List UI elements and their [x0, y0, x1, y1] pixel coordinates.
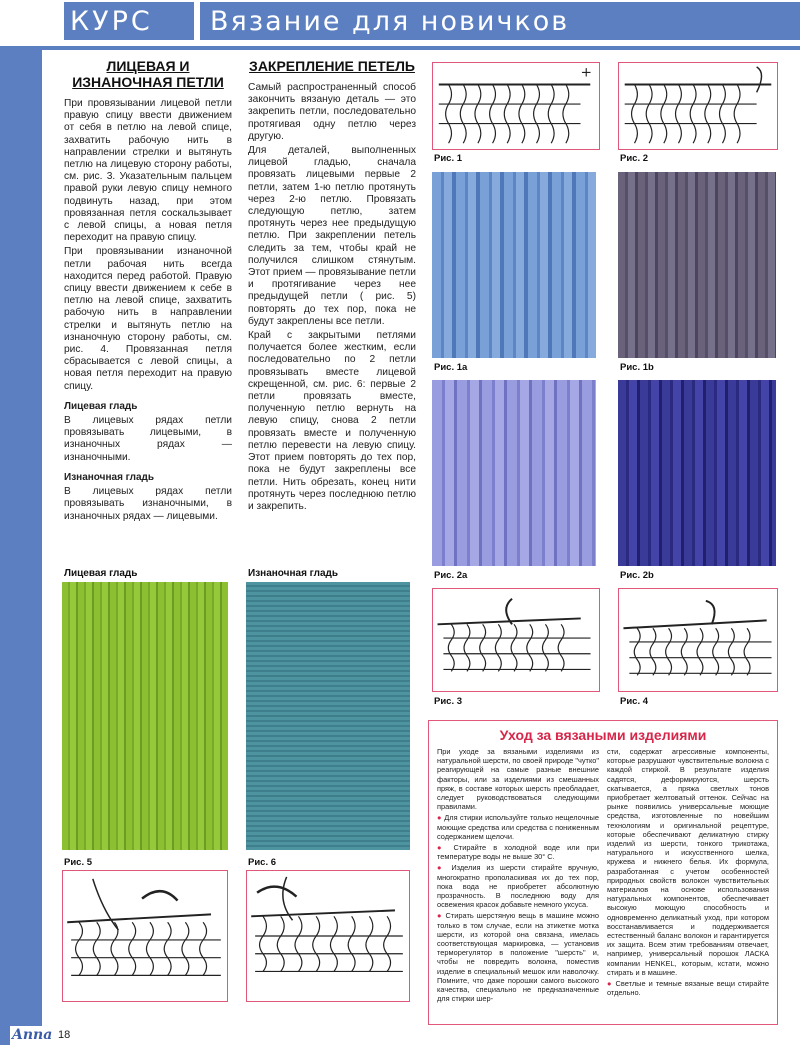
care-tip: [437, 863, 599, 909]
course-label: КУРС: [64, 2, 194, 40]
purl-stitch-illustration: [619, 589, 777, 691]
swatch-photo-2a: [432, 380, 596, 566]
header-rule: [42, 46, 800, 50]
care-tip-text: Стирать шерстяную вещь в машине можно только в том случае, если на этикетке мотка шерсти, из которой она связана, имелась соответствующая маркировка, — установив терморегулятор в положение "шерсть" и, чтобы не повредить волокна, поместив изделие в специальный мешок или наволочку. Помните, что даже порошки самого высокого качества, специально не предназначенные для стирки шер-: [437, 911, 599, 1004]
care-tip-text: Стирайте в холодной воде или при температуре воды не выше 30° С.: [437, 843, 599, 862]
firm-bind-off-illustration: [247, 871, 409, 1001]
reverse-stockinette-swatch-photo: [246, 582, 410, 850]
left-color-strip: [0, 46, 42, 1045]
needle-cast-on-illustration: [433, 63, 599, 149]
bind-off-firm-edge: Край с закрытыми петлями получается более жестким, если последовательно по 2 петли провязывать вместе лицевой скрещенной, см. рис. 6: первые 2 петли провязать вместе, полученную петлю вернуть на левую спицу, снова 2 петли провязать вместе и полученную петлю перевести на левую спицу. Этот прием повторять до тех пор, пока не будут закреплены все петли. Нить обрезать, конец нити протянуть через последнюю петлю и закрепить.: [248, 330, 416, 512]
care-tip: [437, 813, 599, 841]
care-tip-text: Для стирки используйте только нещелочные моющие средства или средства с пониженным содержанием щелочи.: [437, 813, 599, 841]
fig4-label: Рис. 4: [620, 696, 649, 707]
fig1a-label: Рис. 1a: [434, 362, 468, 373]
fig5-label: Рис. 5: [64, 857, 93, 868]
swatch-photo-2b: [618, 380, 776, 566]
svg-text:+: +: [580, 64, 592, 81]
care-tip: [607, 979, 769, 997]
care-tip-text: Светлые и темные вязаные вещи стирайте отдельно.: [607, 979, 769, 998]
diagram-fig5: [62, 870, 228, 1002]
stockinette-swatch-label: Лицевая гладь: [64, 568, 138, 579]
bullet-icon: ●: [437, 843, 454, 853]
care-continuation: сти, содержат агрессивные компоненты, которые разрушают чувствительные волокна с каждой стиркой. В результате изделия садятся, деформируются, шерсть скатывается, а пряжа светлых тонов приобретает желтоватый оттенок. Сейчас на рынке появились универсальные моющие средства, изготовленные по новейшим технологиям и оригинальной рецептуре, которые обеспечивают деликатную стирку изделий из шерсти, тонкого трикотажа, натурального и искусственного шелка, кружева и нижнего белья. Их формула, разработанная с учетом особенностей природных свойств волокон чувствительных материалов на основе использования натуральных компонентов, обеспечивает высокую моющую способность и одновременно деликатный уход, при котором восстанавливается и поддерживается естественный баланс волокон и гарантируется их защита. Всем этим требованиям отвечает, например, универсальный порошок ЛАСКА компании HENKEL, которым, кстати, можно стирать и в машине.: [607, 747, 769, 977]
fig3-label: Рис. 3: [434, 696, 463, 707]
care-column-right: [607, 747, 769, 1005]
page-footer: [0, 1026, 800, 1045]
bind-off-heading: ЗАКРЕПЛЕНИЕ ПЕТЕЛЬ: [249, 58, 415, 74]
knit-paragraph: При провязывании лицевой петли правую спицу ввести движением от себя в петлю на левой спице, захватить рабочую нить в направлении стрелки и вытянуть петлю на лицевую сторону работы, см. рис. 3. Указательным пальцем правой руки левую спицу немного подвинуть назад, при этом провязанная петля соскальзывает с левой спицы, а новая петля переходит на правую спицу.: [64, 98, 232, 244]
magazine-logo: Anna: [12, 1027, 53, 1043]
care-title: Уход за вязаными изделиями: [499, 727, 707, 743]
reverse-stockinette-text: В лицевых рядах петли провязывать изнаночными, в изнаночных рядах — лицевыми.: [64, 486, 232, 522]
bind-off-intro: Самый распространенный способ закончить вязаную деталь — это закрепить петли, последовательно протягивая одну петлю через другую.: [248, 82, 416, 142]
care-column-left: [437, 747, 599, 1005]
bullet-icon: ●: [437, 813, 445, 823]
fig1b-label: Рис. 1b: [620, 362, 654, 373]
bullet-icon: ●: [437, 863, 452, 873]
purl-paragraph: При провязывании изнаночной петли рабочая нить всегда находится перед работой. Правую спицу ввести движением к себе в петлю на левой спице, захватить рабочую нить в направлении стрелки и вытянуть петлю на изнаночную сторону работы, см. рис. 4. Провязанная петля сбрасывается с левой спицы, а новая петля переходит на правую спицу.: [64, 246, 232, 392]
fig2b-label: Рис. 2b: [620, 570, 654, 581]
page-header: [0, 0, 800, 44]
needle-cast-on-illustration-2: [619, 63, 777, 149]
stockinette-heading: Лицевая гладь: [64, 400, 138, 412]
care-tip-text: Изделия из шерсти стирайте вручную, многократно прополаскивая их до тех пор, пока вода не приобретет абсолютную прозрачность. В последнюю воду для освежения красок добавьте немного уксуса.: [437, 863, 599, 910]
swatch-photo-1b: [618, 172, 776, 358]
fig6-label: Рис. 6: [248, 857, 277, 868]
care-tip: [437, 843, 599, 861]
page-number: 18: [58, 1029, 71, 1041]
care-intro: При уходе за вязаными изделиями из натуральной шерсти, по своей природе "чутко" реагирующей на самые разные внешние факторы, или за изделиями из смешанных пряж, в составе которых шерсть преобладает, следует руководствоваться следующими правилами.: [437, 747, 599, 812]
bullet-icon: ●: [437, 911, 446, 921]
reverse-swatch-label: Изнаночная гладь: [248, 568, 339, 579]
diagram-fig4: [618, 588, 778, 692]
stockinette-text: В лицевых рядах петли провязывать лицевыми, в изнаночных рядах — изнаночными.: [64, 415, 232, 463]
bind-off-method: Для деталей, выполненных лицевой гладью, сначала провязать лицевыми первые 2 петли, затем 1-ю петлю протянуть через 2-ю петлю. Провязать следующую петлю, затем протянуть через нее предыдущую петлю. При закреплении петель следить за тем, чтобы край не получился слишком стянутым. Этот прием — провязывание петли и протягивание через нее предыдущей петли ( рис. 5) повторять до тех пор, пока не будут закреплены все петли.: [248, 145, 416, 327]
diagram-fig3: [432, 588, 600, 692]
bind-off-illustration: [63, 871, 227, 1001]
fig2a-label: Рис. 2a: [434, 570, 468, 581]
footer-color-bar: [0, 1026, 10, 1045]
stockinette-swatch-photo: [62, 582, 228, 850]
diagram-fig1: [432, 62, 600, 150]
care-tip: [437, 911, 599, 1003]
column-bind-off: [248, 58, 416, 515]
column-knit-purl: [64, 58, 232, 525]
fig1-label: Рис. 1: [434, 153, 463, 164]
swatch-photo-1a: [432, 172, 596, 358]
diagram-fig6: [246, 870, 410, 1002]
fig2-label: Рис. 2: [620, 153, 649, 164]
section-title: Вязание для новичков: [200, 2, 800, 40]
reverse-stockinette-heading: Изнаночная гладь: [64, 471, 155, 483]
knit-stitch-illustration: [433, 589, 599, 691]
diagram-fig2: [618, 62, 778, 150]
bullet-icon: ●: [607, 979, 616, 989]
care-instructions-box: [428, 720, 778, 1025]
knit-purl-heading: ЛИЦЕВАЯ И ИЗНАНОЧНАЯ ПЕТЛИ: [72, 58, 224, 90]
